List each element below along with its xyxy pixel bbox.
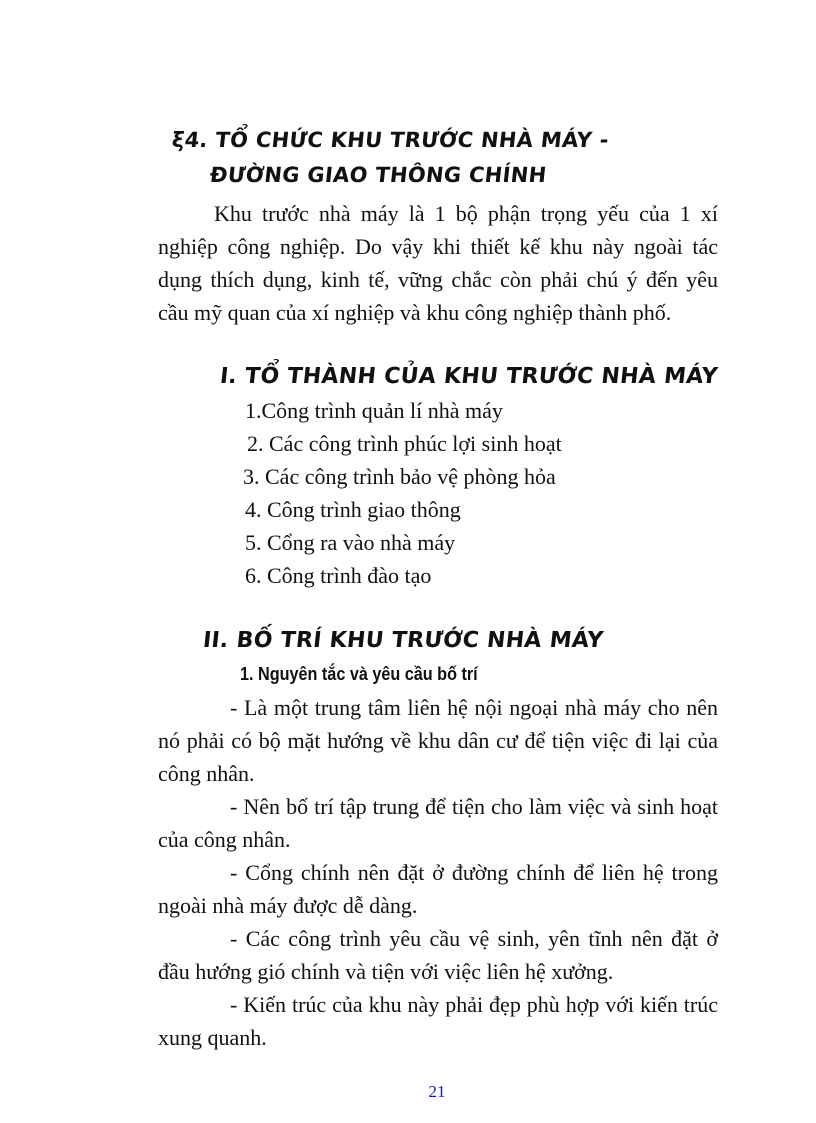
- principle-paragraph: - Kiến trúc của khu này phải đẹp phù hợp với kiến trúc xung quanh.: [158, 992, 718, 1050]
- principle-paragraph: - Cổng chính nên đặt ở đường chính để liên hệ trong ngoài nhà máy được dễ dàng.: [158, 860, 718, 918]
- chapter-heading-line-2: ĐƯỜNG GIAO THÔNG CHÍNH: [208, 163, 548, 187]
- list-item: 4. Công trình giao thông: [245, 497, 461, 522]
- section-heading-composition: I. TỔ THÀNH CỦA KHU TRƯỚC NHÀ MÁY: [218, 364, 720, 389]
- list-item: 6. Công trình đào tạo: [245, 563, 432, 588]
- section-heading-layout: II. BỐ TRÍ KHU TRƯỚC NHÀ MÁY: [201, 628, 605, 653]
- list-item: 5. Cổng ra vào nhà máy: [245, 530, 456, 555]
- principle-paragraph: - Là một trung tâm liên hệ nội ngoại nhà máy cho nên nó phải có bộ mặt hướng về khu dân cư để tiện việc đi lại của công nhân.: [158, 695, 718, 786]
- subsection-heading-principles: 1. Nguyên tắc và yêu cầu bố trí: [240, 664, 478, 684]
- chapter-heading-line-1: ξ4. TỔ CHỨC KHU TRƯỚC NHÀ MÁY -: [170, 128, 611, 152]
- page-number: 21: [428, 1082, 446, 1101]
- list-item: 1.Công trình quản lí nhà máy: [245, 398, 503, 423]
- list-item: 3. Các công trình bảo vệ phòng hỏa: [243, 464, 556, 489]
- intro-paragraph: Khu trước nhà máy là 1 bộ phận trọng yếu của 1 xí nghiệp công nghiệp. Do vậy khi thiết kế khu này ngoài tác dụng thích dụng, kinh tế, vững chắc còn phải chú ý đến yêu cầu mỹ quan của xí nghiệp và khu công nghiệp thành phố.: [158, 201, 718, 325]
- principle-paragraph: - Các công trình yêu cầu vệ sinh, yên tĩnh nên đặt ở đầu hướng gió chính và tiện với việc liên hệ xưởng.: [158, 926, 718, 984]
- list-item: 2. Các công trình phúc lợi sinh hoạt: [247, 431, 562, 456]
- principle-paragraph: - Nên bố trí tập trung để tiện cho làm việc và sinh hoạt của công nhân.: [158, 794, 718, 852]
